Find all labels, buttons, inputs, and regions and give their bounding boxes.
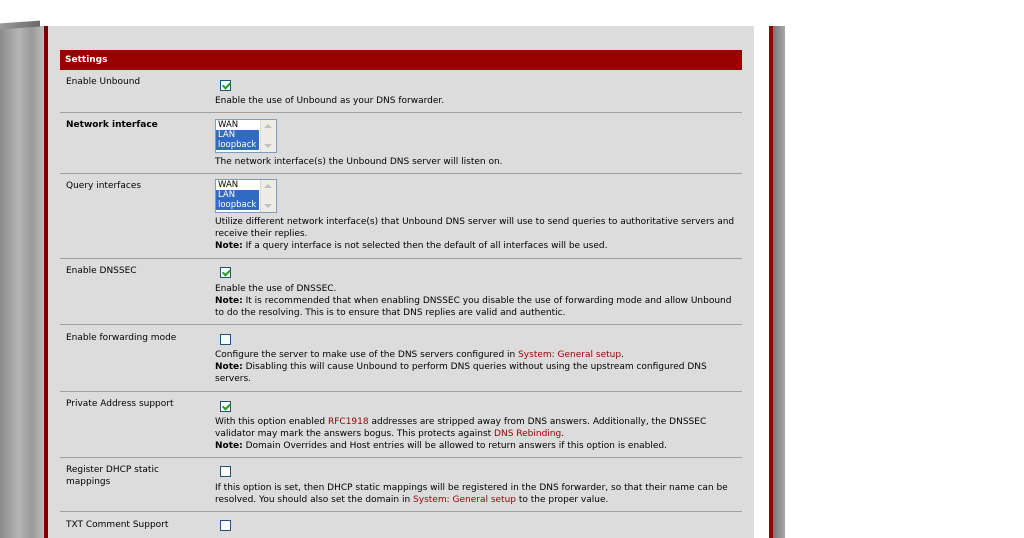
private-address-checkbox[interactable] xyxy=(220,401,231,412)
general-setup-link-2[interactable]: System: General setup xyxy=(413,495,517,505)
forwarding-mode-desc-text: Configure the server to make use of the DNS servers configured in xyxy=(215,350,519,360)
dns-rebinding-link[interactable]: DNS Rebinding xyxy=(494,429,562,439)
query-interfaces-desc-text: Utilize different network interface(s) that Unbound DNS server will use to send queries to authoritative servers and receive their replies. xyxy=(215,217,735,239)
enable-dnssec-label: Enable DNSSEC xyxy=(66,266,137,276)
forwarding-mode-checkbox[interactable] xyxy=(220,334,231,345)
settings-header: Settings xyxy=(60,50,742,70)
enable-unbound-description: Enable the use of Unbound as your DNS forwarder. xyxy=(215,96,445,106)
forwarding-mode-note-label: Note: xyxy=(215,362,243,372)
query-interfaces-option-loopback[interactable]: loopback xyxy=(216,200,259,210)
txt-comment-checkbox[interactable] xyxy=(220,520,231,531)
private-address-note-text: Domain Overrides and Host entries will be allowed to return answers if this option is enabled. xyxy=(242,441,667,451)
row-network-interface xyxy=(60,113,742,174)
register-dhcp-desc-text: If this option is set, then DHCP static mappings will be registered in the DNS forwarder, so that their name can be resolved. You should also set the domain in xyxy=(215,483,728,505)
query-interfaces-option-lan[interactable]: LAN xyxy=(216,190,259,200)
rfc1918-link[interactable]: RFC1918 xyxy=(327,417,369,427)
background-right xyxy=(773,26,785,538)
private-address-desc-end: . xyxy=(561,429,565,439)
row-private-address xyxy=(60,392,742,458)
register-dhcp-checkbox[interactable] xyxy=(220,466,231,477)
general-setup-link[interactable]: System: General setup xyxy=(518,350,622,360)
txt-comment-label: TXT Comment Support xyxy=(66,520,169,530)
private-address-note-label: Note: xyxy=(215,441,243,451)
scroll-down-icon[interactable] xyxy=(264,204,272,208)
private-address-label: Private Address support xyxy=(66,399,174,409)
network-interface-label: Network interface xyxy=(66,120,158,130)
register-dhcp-label: Register DHCP static mappings xyxy=(66,465,159,487)
private-address-desc-mid: addresses are stripped away from DNS answers. Additionally, the DNSSEC validator may mark the answers bogus. This protects against xyxy=(215,417,707,439)
scroll-up-icon[interactable] xyxy=(264,124,272,128)
private-address-description xyxy=(215,416,735,452)
enable-dnssec-note-label: Note: xyxy=(215,296,243,306)
panel-gap xyxy=(754,26,770,538)
register-dhcp-desc-end: to the proper value. xyxy=(516,495,609,505)
forwarding-mode-desc-end: . xyxy=(621,350,624,360)
scroll-down-icon[interactable] xyxy=(264,144,272,148)
register-dhcp-description xyxy=(215,482,735,506)
network-interface-listbox[interactable] xyxy=(215,119,277,153)
enable-unbound-label: Enable Unbound xyxy=(66,77,141,87)
network-interface-option-wan[interactable]: WAN xyxy=(218,120,239,130)
forwarding-mode-note-text: Disabling this will cause Unbound to perform DNS queries without using the upstream configured DNS servers. xyxy=(215,362,707,384)
network-interface-description: The network interface(s) the Unbound DNS server will listen on. xyxy=(215,157,503,167)
background-left xyxy=(0,26,46,538)
network-interface-option-lan[interactable]: LAN xyxy=(216,130,259,140)
row-enable-dnssec xyxy=(60,259,742,325)
query-interfaces-description xyxy=(215,216,735,252)
query-interfaces-label: Query interfaces xyxy=(66,181,142,191)
row-forwarding-mode xyxy=(60,325,742,392)
query-interfaces-scrollbar[interactable] xyxy=(260,180,276,212)
scroll-up-icon[interactable] xyxy=(264,184,272,188)
query-interfaces-listbox[interactable] xyxy=(215,179,277,213)
network-interface-option-loopback[interactable]: loopback xyxy=(216,140,259,150)
row-register-dhcp xyxy=(60,458,742,512)
enable-dnssec-note-text: It is recommended that when enabling DNSSEC you disable the use of forwarding mode and allow Unbound to do the resolving. This is to ensure that DNS replies are valid and authentic. xyxy=(215,296,732,318)
row-txt-comment xyxy=(60,512,742,538)
query-interfaces-note-text: If a query interface is not selected then the default of all interfaces will be used. xyxy=(242,241,608,251)
query-interfaces-note-label: Note: xyxy=(215,241,243,251)
forwarding-mode-description xyxy=(215,349,735,385)
private-address-desc-text: With this option enabled xyxy=(215,417,328,427)
enable-dnssec-description xyxy=(215,283,735,319)
query-interfaces-option-wan[interactable]: WAN xyxy=(218,180,239,190)
enable-unbound-checkbox[interactable] xyxy=(220,80,231,91)
enable-dnssec-checkbox[interactable] xyxy=(220,267,231,278)
forwarding-mode-label: Enable forwarding mode xyxy=(66,333,177,343)
row-query-interfaces xyxy=(60,174,742,259)
row-enable-unbound xyxy=(60,70,742,113)
enable-dnssec-desc-text: Enable the use of DNSSEC. xyxy=(215,284,337,294)
network-interface-scrollbar[interactable] xyxy=(260,120,276,152)
